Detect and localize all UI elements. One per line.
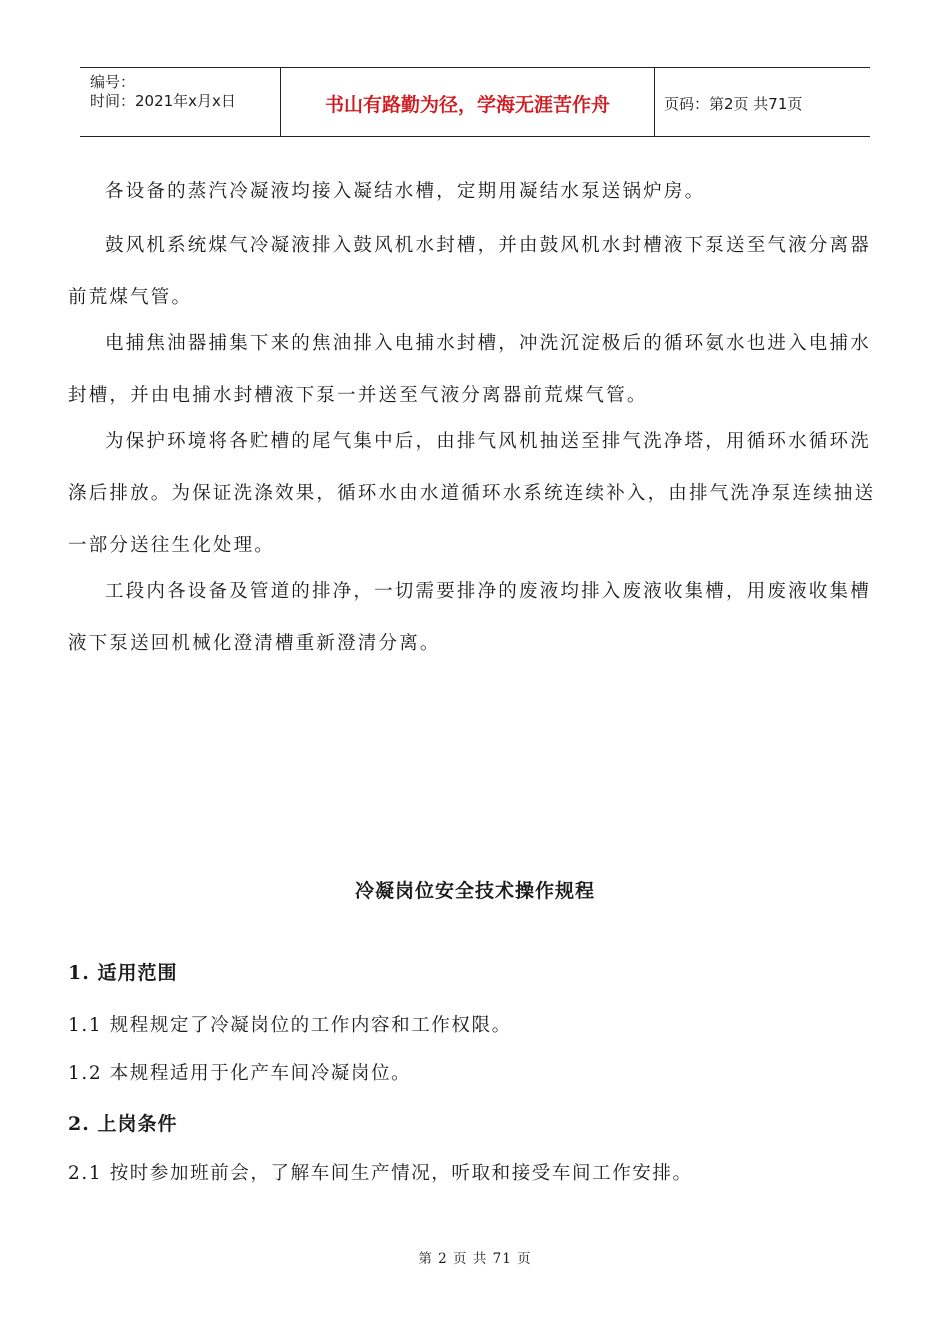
motto: 书山有路勤为径，学海无涯苦作舟	[324, 94, 610, 116]
paragraph-4: 为保护环境将各贮槽的尾气集中后，由排气风机抽送至排气洗净塔，用循环水循环洗涤后排放。为保证洗涤效果，循环水由水道循环水系统连续补入，由排气洗净泵连续抽送一部分送往生化处理。	[68, 431, 876, 556]
section-heading-scope: 1. 适用范围	[68, 962, 178, 984]
header-meta-cell	[80, 68, 280, 136]
paragraph-2: 鼓风机系统煤气冷凝液排入鼓风机水封槽，并由鼓风机水封槽液下泵送至气液分离器前荒煤气管。	[68, 235, 871, 308]
paragraph-3: 电捕焦油器捕集下来的焦油排入电捕水封槽，冲洗沉淀极后的循环氨水也进入电捕水封槽，并由电捕水封槽液下泵一并送至气液分离器前荒煤气管。	[68, 333, 871, 406]
page-info: 页码：第2页 共71页	[664, 95, 803, 113]
serial-label: 编号：	[90, 73, 136, 91]
list-item: 2.1 按时参加班前会，了解车间生产情况，听取和接受车间工作安排。	[68, 1163, 693, 1184]
date-label: 时间：2021年x月x日	[90, 92, 236, 110]
section-heading-conditions: 2. 上岗条件	[68, 1113, 178, 1135]
list-item: 1.1 规程规定了冷凝岗位的工作内容和工作权限。	[68, 1015, 512, 1036]
section-title: 冷凝岗位安全技术操作规程	[354, 880, 595, 902]
page-header	[80, 67, 870, 137]
page-footer: 第 2 页 共 71 页	[418, 1251, 532, 1267]
paragraph-1: 各设备的蒸汽冷凝液均接入凝结水槽，定期用凝结水泵送锅炉房。	[105, 181, 706, 202]
list-item: 1.2 本规程适用于化产车间冷凝岗位。	[68, 1063, 412, 1084]
header-page-cell	[654, 68, 870, 136]
paragraph-5: 工段内各设备及管道的排净，一切需要排净的废液均排入废液收集槽，用废液收集槽液下泵送回机械化澄清槽重新澄清分离。	[68, 581, 871, 654]
header-motto-cell	[280, 68, 655, 136]
